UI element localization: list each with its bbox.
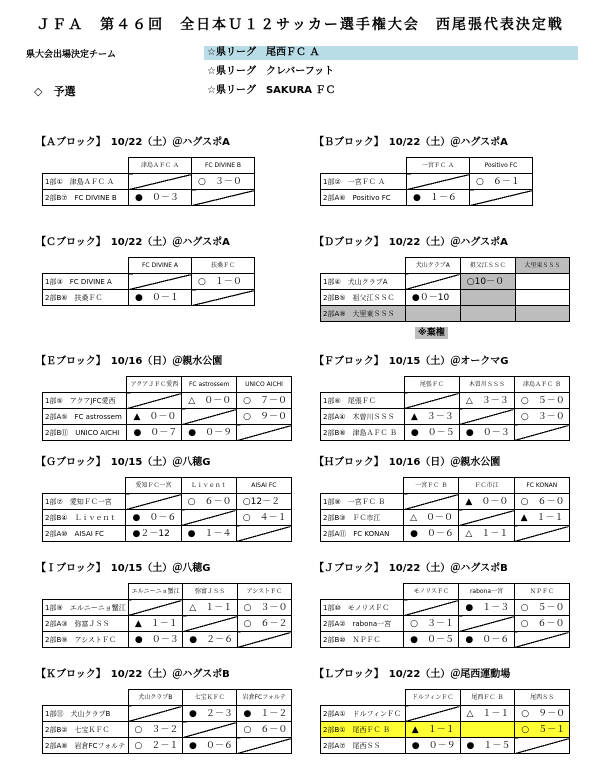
- team-label: 2部B⑥ 扶桑ＦＣ: [43, 290, 129, 306]
- self-cell: [459, 510, 514, 526]
- block-header: 【Ｈブロック】 10/16（日）＠親水公園: [314, 457, 501, 468]
- result-cell: ○ ６－１: [470, 174, 533, 190]
- result-cell: ● ０－６: [126, 510, 181, 526]
- table-row: [321, 600, 570, 616]
- result-cell: ▲ １－１: [405, 722, 460, 738]
- table-row: [321, 526, 570, 542]
- result-cell: ○ ６－０: [514, 494, 569, 510]
- result-cell: ● ０－９: [182, 425, 237, 441]
- table-row: [321, 722, 570, 738]
- team-label: 1部⑨ エルニーニョ蟹江: [43, 600, 129, 616]
- column-header: 七宝ＫＦＣ: [183, 690, 237, 706]
- result-cell: ● ０－１: [129, 290, 192, 306]
- column-header: 犬山クラブA: [405, 258, 460, 274]
- result-cell: ● ０－３: [129, 190, 192, 206]
- result-cell: ○ １－０: [192, 274, 255, 290]
- column-header: FC DIVINE A: [129, 258, 192, 274]
- result-cell: ▲ １－１: [514, 510, 569, 526]
- block-header: 【Ｅブロック】 10/16（日）＠親水公園: [36, 356, 223, 367]
- team-label: 2部B④ Ｌｉｖｅｎｔ: [43, 510, 126, 526]
- table-row: [321, 290, 570, 306]
- team-label: 2部B⑤ 祖父江ＳＳＣ: [321, 290, 406, 306]
- table-corner: [43, 478, 126, 494]
- team-label: 2部B② 七宝ＫＦＣ: [43, 722, 129, 738]
- result-cell: ○ ６－２: [237, 616, 291, 632]
- result-cell: ▲ ０－０: [127, 409, 182, 425]
- table-row: [43, 706, 292, 722]
- table-corner: [321, 377, 405, 393]
- self-cell: [127, 393, 182, 409]
- result-cell: ● １－５: [460, 738, 515, 754]
- self-cell: [460, 290, 515, 306]
- table-row: [43, 174, 255, 190]
- result-cell: △ １－１: [459, 526, 514, 542]
- result-cell: ○ ６－０: [181, 494, 236, 510]
- self-cell: [236, 526, 291, 542]
- team-label: 2部B① 尾西ＦＣ Ｂ: [321, 722, 406, 738]
- column-header: Ｌｉｖｅｎｔ: [181, 478, 236, 494]
- result-cell: [515, 274, 569, 290]
- self-cell: [514, 425, 569, 441]
- column-header: 尾西ＳＳ: [515, 690, 570, 706]
- self-cell: [182, 409, 237, 425]
- results-table: [320, 157, 533, 206]
- team-label: 1部⑩ モノリスＦＣ: [321, 600, 404, 616]
- table-row: [43, 274, 255, 290]
- column-header: rabona一宮: [459, 584, 514, 600]
- results-table: [42, 257, 255, 306]
- table-row: [321, 393, 570, 409]
- table-row: [43, 425, 292, 441]
- block-header: 【Ｌブロック】 10/22（土）＠尾西運動場: [314, 669, 511, 680]
- block-header: 【Ｆブロック】 10/15（土）＠オークマG: [314, 356, 509, 367]
- column-header: 津島ＡＦＣ Ｂ: [514, 377, 569, 393]
- qualified-team: ☆県リーグ クレバーフット: [207, 66, 335, 77]
- team-label: 2部A⑤ FC astrossem: [43, 409, 127, 425]
- result-cell: ●２－12: [126, 526, 181, 542]
- table-corner: [43, 377, 127, 393]
- table-row: [43, 600, 292, 616]
- block-header: 【Ｊブロック】 10/22（土）＠ハグスポB: [314, 563, 508, 574]
- self-cell: [128, 706, 182, 722]
- table-corner: [43, 690, 129, 706]
- self-cell: [126, 494, 181, 510]
- result-cell: ○ ２－１: [128, 738, 182, 754]
- team-label: 1部⑥ 尾張ＦＣ: [321, 393, 405, 409]
- self-cell: [405, 706, 460, 722]
- self-cell: [404, 393, 459, 409]
- table-row: [43, 526, 292, 542]
- result-cell: ▲ ３－３: [404, 409, 459, 425]
- column-header: 尾西ＦＣ Ｂ: [460, 690, 515, 706]
- result-cell: ○ ６－０: [514, 616, 569, 632]
- table-row: [321, 706, 570, 722]
- team-label: 2部A⑦ 尾西ＳＳ: [321, 738, 406, 754]
- table-row: [321, 274, 570, 290]
- self-cell: [470, 190, 533, 206]
- withdrawal-note: ※棄権: [415, 327, 448, 339]
- qualified-team: ☆県リーグ SAKURA ＦＣ: [207, 85, 336, 96]
- block-header: 【Ｃブロック】 10/22（土）＠ハグスポA: [36, 237, 230, 248]
- column-header: UNICO AICHI: [237, 377, 292, 393]
- self-cell: [460, 722, 515, 738]
- results-table: [320, 689, 570, 754]
- self-cell: [404, 494, 459, 510]
- result-cell: ○10－０: [460, 274, 515, 290]
- result-cell: △ ０－０: [182, 393, 237, 409]
- result-cell: ○ ３－２: [128, 722, 182, 738]
- column-header: 祖父江ＳＳＣ: [460, 258, 515, 274]
- column-header: ＮＰＦＣ: [514, 584, 569, 600]
- result-cell: ○ ７－０: [237, 393, 292, 409]
- results-table: [320, 376, 570, 441]
- result-cell: ▲ １－１: [128, 616, 182, 632]
- self-cell: [514, 526, 569, 542]
- column-header: 尾張ＦＣ: [404, 377, 459, 393]
- result-cell: ○ ５－０: [514, 393, 569, 409]
- result-cell: ○ ３－０: [237, 600, 291, 616]
- team-label: 2部B⑪ UNICO AICHI: [43, 425, 127, 441]
- table-corner: [321, 158, 407, 174]
- table-row: [43, 393, 292, 409]
- block-header: 【Ｋブロック】 10/22（土）＠ハグスポB: [36, 669, 230, 680]
- result-cell: ○ ３－０: [192, 174, 255, 190]
- result-cell: ○ ５－１: [515, 722, 570, 738]
- result-cell: △ ０－０: [404, 510, 459, 526]
- results-table: [42, 477, 292, 542]
- team-label: 1部⑦ 愛知ＦＣ一宮: [43, 494, 126, 510]
- team-label: 1部⑧ 一宮ＦＣ Ｂ: [321, 494, 404, 510]
- self-cell: [129, 174, 192, 190]
- table-corner: [43, 258, 129, 274]
- self-cell: [129, 274, 192, 290]
- result-cell: ● １－２: [237, 706, 292, 722]
- result-cell: ● ０－３: [459, 425, 514, 441]
- result-cell: ● ０－５: [404, 425, 459, 441]
- block-header: 【Ｉブロック】 10/15（土）＠八穂G: [36, 563, 211, 574]
- column-header: エルニーニョ蟹江: [128, 584, 182, 600]
- table-corner: [321, 478, 404, 494]
- table-row: [43, 494, 292, 510]
- table-row: [43, 722, 292, 738]
- result-cell: ● ０－９: [405, 738, 460, 754]
- table-row: [43, 738, 292, 754]
- column-header: 扶桑ＦＣ: [192, 258, 255, 274]
- result-cell: ● １－６: [407, 190, 470, 206]
- table-row: [321, 409, 570, 425]
- result-cell: ▲ ０－０: [459, 494, 514, 510]
- table-row: [43, 616, 292, 632]
- result-cell: ○ ４－１: [236, 510, 291, 526]
- table-row: [321, 306, 570, 322]
- team-label: 2部A⑪ FC KONAN: [321, 526, 404, 542]
- self-cell: [404, 600, 459, 616]
- result-cell: ● ０－３: [128, 632, 182, 648]
- result-cell: ○12－２: [236, 494, 291, 510]
- self-cell: [459, 409, 514, 425]
- result-cell: ○ ３－０: [514, 409, 569, 425]
- table-row: [321, 174, 533, 190]
- team-label: 2部B③ ＦＣ市江: [321, 510, 404, 526]
- column-header: AISAI FC: [236, 478, 291, 494]
- result-cell: ○ ６－０: [237, 722, 292, 738]
- team-label: 1部① 津島ＡＦＣ Ａ: [43, 174, 129, 190]
- team-label: 1部⑪ 犬山クラブB: [43, 706, 129, 722]
- result-cell: [405, 306, 460, 322]
- self-cell: [192, 290, 255, 306]
- qualified-team: ☆県リーグ 尾西ＦＣ Ａ: [204, 46, 578, 60]
- results-table: [42, 376, 292, 441]
- column-header: 一宮ＦＣ Ａ: [407, 158, 470, 174]
- block-header: 【Ｂブロック】 10/22（土）＠ハグスポA: [314, 137, 508, 148]
- team-label: 1部④ 犬山クラブA: [321, 274, 406, 290]
- column-header: モノリスＦＣ: [404, 584, 459, 600]
- result-cell: ○ ９－０: [237, 409, 292, 425]
- results-table: [320, 257, 570, 322]
- result-cell: △ １－１: [460, 706, 515, 722]
- column-header: FC DIVINE B: [192, 158, 255, 174]
- table-row: [321, 738, 570, 754]
- column-header: 岩倉FCフォルテ: [237, 690, 292, 706]
- team-label: 2部A④ 木曽川ＳＳＳ: [321, 409, 405, 425]
- block-header: 【Ｄブロック】 10/22（土）＠ハグスポA: [314, 237, 508, 248]
- result-cell: ●０－10: [405, 290, 460, 306]
- team-label: 2部A⑧ 岩倉FCフォルテ: [43, 738, 129, 754]
- column-header: ＦＣ市江: [459, 478, 514, 494]
- result-cell: ● ２－６: [183, 632, 237, 648]
- results-table: [320, 477, 570, 542]
- table-corner: [321, 584, 404, 600]
- table-row: [321, 425, 570, 441]
- table-corner: [321, 258, 406, 274]
- result-cell: ● ０－６: [404, 526, 459, 542]
- team-label: 2部A⑨ 大里東ＳＳＳ: [321, 306, 406, 322]
- team-label: 2部B⑦ FC DIVINE B: [43, 190, 129, 206]
- result-cell: ● ２－３: [183, 706, 237, 722]
- result-cell: [515, 290, 569, 306]
- team-label: 2部A③ 弥富ＪＳＳ: [43, 616, 129, 632]
- self-cell: [515, 306, 569, 322]
- self-cell: [183, 722, 237, 738]
- self-cell: [237, 425, 292, 441]
- column-header: ドルフィンＦＣ: [405, 690, 460, 706]
- results-table: [42, 583, 292, 648]
- table-row: [43, 632, 292, 648]
- result-cell: ● ０－７: [127, 425, 182, 441]
- result-cell: ● ０－５: [404, 632, 459, 648]
- self-cell: [181, 510, 236, 526]
- column-header: アシストＦＣ: [237, 584, 291, 600]
- result-cell: △ ３－３: [459, 393, 514, 409]
- self-cell: [128, 600, 182, 616]
- page-title: ＪＦＡ 第４６回 全日本Ｕ１２サッカー選手権大会 西尾張代表決定戦: [36, 17, 564, 33]
- result-cell: ○ ５－０: [514, 600, 569, 616]
- team-label: 1部③ FC DIVINE A: [43, 274, 129, 290]
- table-row: [321, 190, 533, 206]
- self-cell: [192, 190, 255, 206]
- preliminary-heading: ◇ 予選: [34, 85, 76, 98]
- team-label: 2部A① ドルフィンＦＣ: [321, 706, 406, 722]
- block-header: 【Ａブロック】 10/22（土）＠ハグスポA: [36, 137, 230, 148]
- table-row: [43, 409, 292, 425]
- team-label: 1部② 一宮ＦＣ Ａ: [321, 174, 407, 190]
- team-label: 2部A⑥ Positivo FC: [321, 190, 407, 206]
- qualified-label: 県大会出場決定チーム: [26, 50, 117, 60]
- self-cell: [237, 738, 292, 754]
- team-label: 2部A⑩ AISAI FC: [43, 526, 126, 542]
- result-cell: ○ ３－１: [404, 616, 459, 632]
- result-cell: ● ０－６: [459, 632, 514, 648]
- self-cell: [459, 616, 514, 632]
- result-cell: ● １－４: [181, 526, 236, 542]
- self-cell: [515, 738, 570, 754]
- results-table: [42, 157, 255, 206]
- self-cell: [183, 616, 237, 632]
- table-corner: [43, 158, 129, 174]
- table-row: [43, 290, 255, 306]
- column-header: アクアＪＦＣ愛西: [127, 377, 182, 393]
- result-cell: [460, 306, 515, 322]
- column-header: Positivo FC: [470, 158, 533, 174]
- result-cell: △ １－１: [183, 600, 237, 616]
- column-header: 愛知ＦＣ一宮: [126, 478, 181, 494]
- column-header: 大里東ＳＳＳ: [515, 258, 569, 274]
- result-cell: ● １－３: [459, 600, 514, 616]
- self-cell: [514, 632, 569, 648]
- table-corner: [43, 584, 129, 600]
- table-row: [43, 510, 292, 526]
- team-label: 2部B⑩ ＮＰＦＣ: [321, 632, 404, 648]
- table-row: [321, 632, 570, 648]
- column-header: FC astrossem: [182, 377, 237, 393]
- column-header: 木曽川ＳＳＳ: [459, 377, 514, 393]
- table-row: [43, 190, 255, 206]
- column-header: FC KONAN: [514, 478, 569, 494]
- table-row: [321, 510, 570, 526]
- self-cell: [407, 174, 470, 190]
- results-table: [42, 689, 292, 754]
- team-label: 2部A② rabona一宮: [321, 616, 404, 632]
- self-cell: [405, 274, 460, 290]
- column-header: 一宮ＦＣ Ｂ: [404, 478, 459, 494]
- table-corner: [321, 690, 406, 706]
- team-label: 1部⑤ アクアJFC愛西: [43, 393, 127, 409]
- team-label: 2部B⑨ アシストＦＣ: [43, 632, 129, 648]
- team-label: 2部B⑧ 津島ＡＦＣ Ｂ: [321, 425, 405, 441]
- results-table: [320, 583, 570, 648]
- block-header: 【Ｇブロック】 10/15（土）＠八穂G: [36, 457, 211, 468]
- column-header: 弥富ＪＳＳ: [183, 584, 237, 600]
- result-cell: ○ ９－０: [515, 706, 570, 722]
- table-row: [321, 616, 570, 632]
- column-header: 犬山クラブB: [128, 690, 182, 706]
- table-row: [321, 494, 570, 510]
- self-cell: [237, 632, 291, 648]
- result-cell: ● ０－６: [183, 738, 237, 754]
- column-header: 津島ＡＦＣ Ａ: [129, 158, 192, 174]
